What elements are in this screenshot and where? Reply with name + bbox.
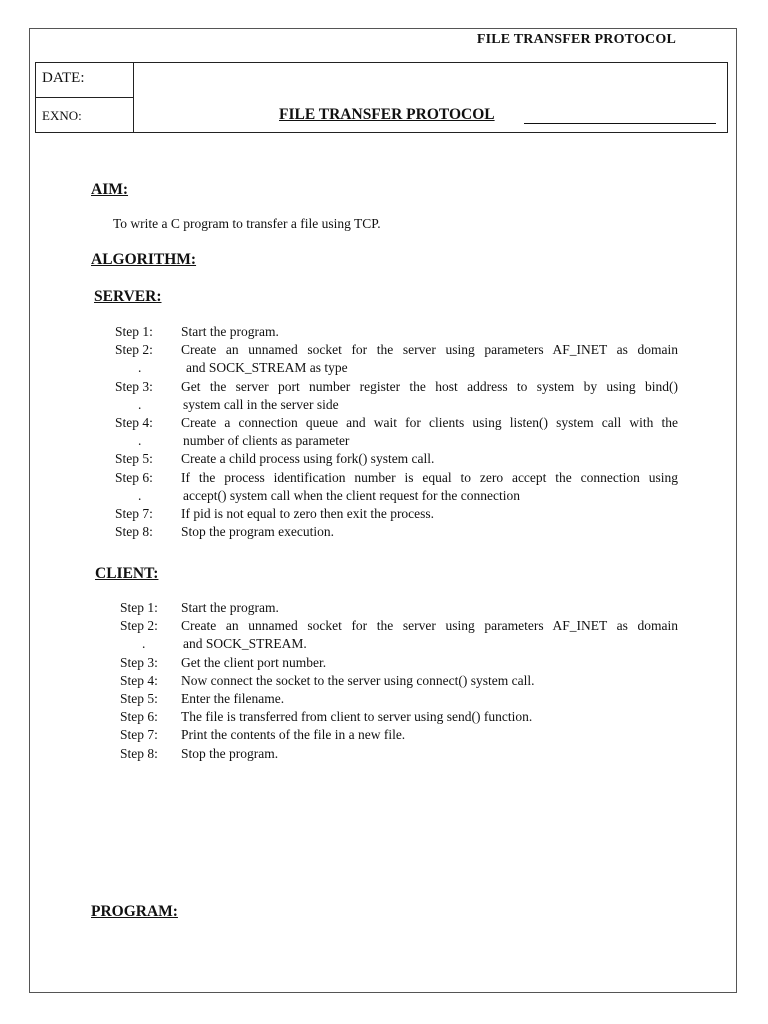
client-step — [120, 708, 678, 726]
step-label: Step 1: — [115, 324, 153, 339]
aim-text: To write a C program to transfer a file using TCP. — [113, 216, 381, 231]
server-step — [115, 450, 678, 468]
step-label: Step 8: — [115, 524, 153, 540]
step-label: Step 6: — [115, 469, 153, 485]
continuation-dot: . — [138, 396, 142, 412]
step-text: Print the contents of the file in a new file. — [181, 727, 406, 743]
step-text: Get the server port number register the host address to system by using bind() — [181, 378, 678, 394]
algorithm-heading: ALGORITHM: — [91, 251, 197, 268]
title-table — [35, 62, 728, 133]
exno-label: EXNO: — [42, 108, 82, 123]
server-step — [115, 378, 678, 414]
client-step — [120, 654, 678, 672]
step-text-continued: system call in the server side — [183, 396, 339, 412]
step-text-continued: number of clients as parameter — [183, 433, 350, 449]
server-step — [115, 323, 678, 341]
step-text-continued: and SOCK_STREAM. — [183, 636, 307, 652]
running-header-title: FILE TRANSFER PROTOCOL — [476, 32, 676, 47]
program-heading: PROGRAM: — [91, 903, 178, 920]
server-heading: SERVER: — [94, 288, 162, 305]
step-text-continued: accept() system call when the client request for the connection — [183, 487, 520, 503]
server-step — [115, 414, 678, 450]
continuation-dot: . — [142, 636, 146, 652]
client-step — [120, 726, 678, 744]
step-text: Stop the program execution. — [181, 524, 334, 540]
client-step — [120, 745, 678, 763]
server-step — [115, 505, 678, 523]
step-text: Stop the program. — [181, 745, 279, 761]
step-text: If pid is not equal to zero then exit the process. — [181, 506, 435, 522]
client-step — [120, 690, 678, 708]
step-text: Create an unnamed socket for the server using parameters AF_INET as domain — [181, 342, 678, 358]
step-text: Start the program. — [181, 324, 279, 339]
step-label: Step 4: — [120, 672, 158, 688]
step-text: Create a child process using fork() system call. — [181, 451, 435, 467]
step-text: The file is transferred from client to server using send() function. — [181, 709, 533, 725]
date-label: DATE: — [42, 70, 85, 86]
server-step — [115, 341, 678, 377]
step-label: Step 2: — [120, 618, 158, 634]
step-text: Get the client port number. — [181, 654, 327, 670]
step-label: Step 6: — [120, 709, 158, 725]
step-text: Start the program. — [181, 600, 279, 615]
step-label: Step 3: — [115, 378, 153, 394]
step-text: Create a connection queue and wait for clients using listen() system call with the — [181, 415, 678, 431]
server-step — [115, 469, 678, 505]
step-text: Enter the filename. — [181, 691, 285, 707]
step-label: Step 8: — [120, 745, 158, 761]
client-heading: CLIENT: — [95, 565, 159, 582]
client-step — [120, 617, 678, 653]
step-text: Create an unnamed socket for the server using parameters AF_INET as domain — [181, 618, 678, 634]
title-table-horizontal-divider — [36, 97, 134, 98]
continuation-dot: . — [138, 360, 142, 376]
step-label: Step 7: — [120, 727, 158, 743]
server-steps-list — [115, 323, 678, 541]
step-label: Step 5: — [115, 451, 153, 467]
continuation-dot: . — [138, 433, 142, 449]
client-steps-list — [120, 599, 678, 763]
step-label: Step 2: — [115, 342, 153, 358]
client-step — [120, 599, 678, 617]
step-label: Step 7: — [115, 506, 153, 522]
step-text-continued: and SOCK_STREAM as type — [186, 360, 348, 376]
step-label: Step 4: — [115, 415, 153, 431]
title-underline-extension — [524, 123, 716, 124]
step-label: Step 5: — [120, 691, 158, 707]
step-label: Step 3: — [120, 654, 158, 670]
step-text: If the process identification number is equal to zero accept the connection using — [181, 469, 678, 485]
step-label: Step 1: — [120, 600, 158, 615]
client-step — [120, 672, 678, 690]
document-title: FILE TRANSFER PROTOCOL — [279, 106, 495, 123]
server-step — [115, 523, 678, 541]
continuation-dot: . — [138, 487, 142, 503]
step-text: Now connect the socket to the server using connect() system call. — [181, 672, 535, 688]
aim-heading: AIM: — [91, 181, 129, 198]
